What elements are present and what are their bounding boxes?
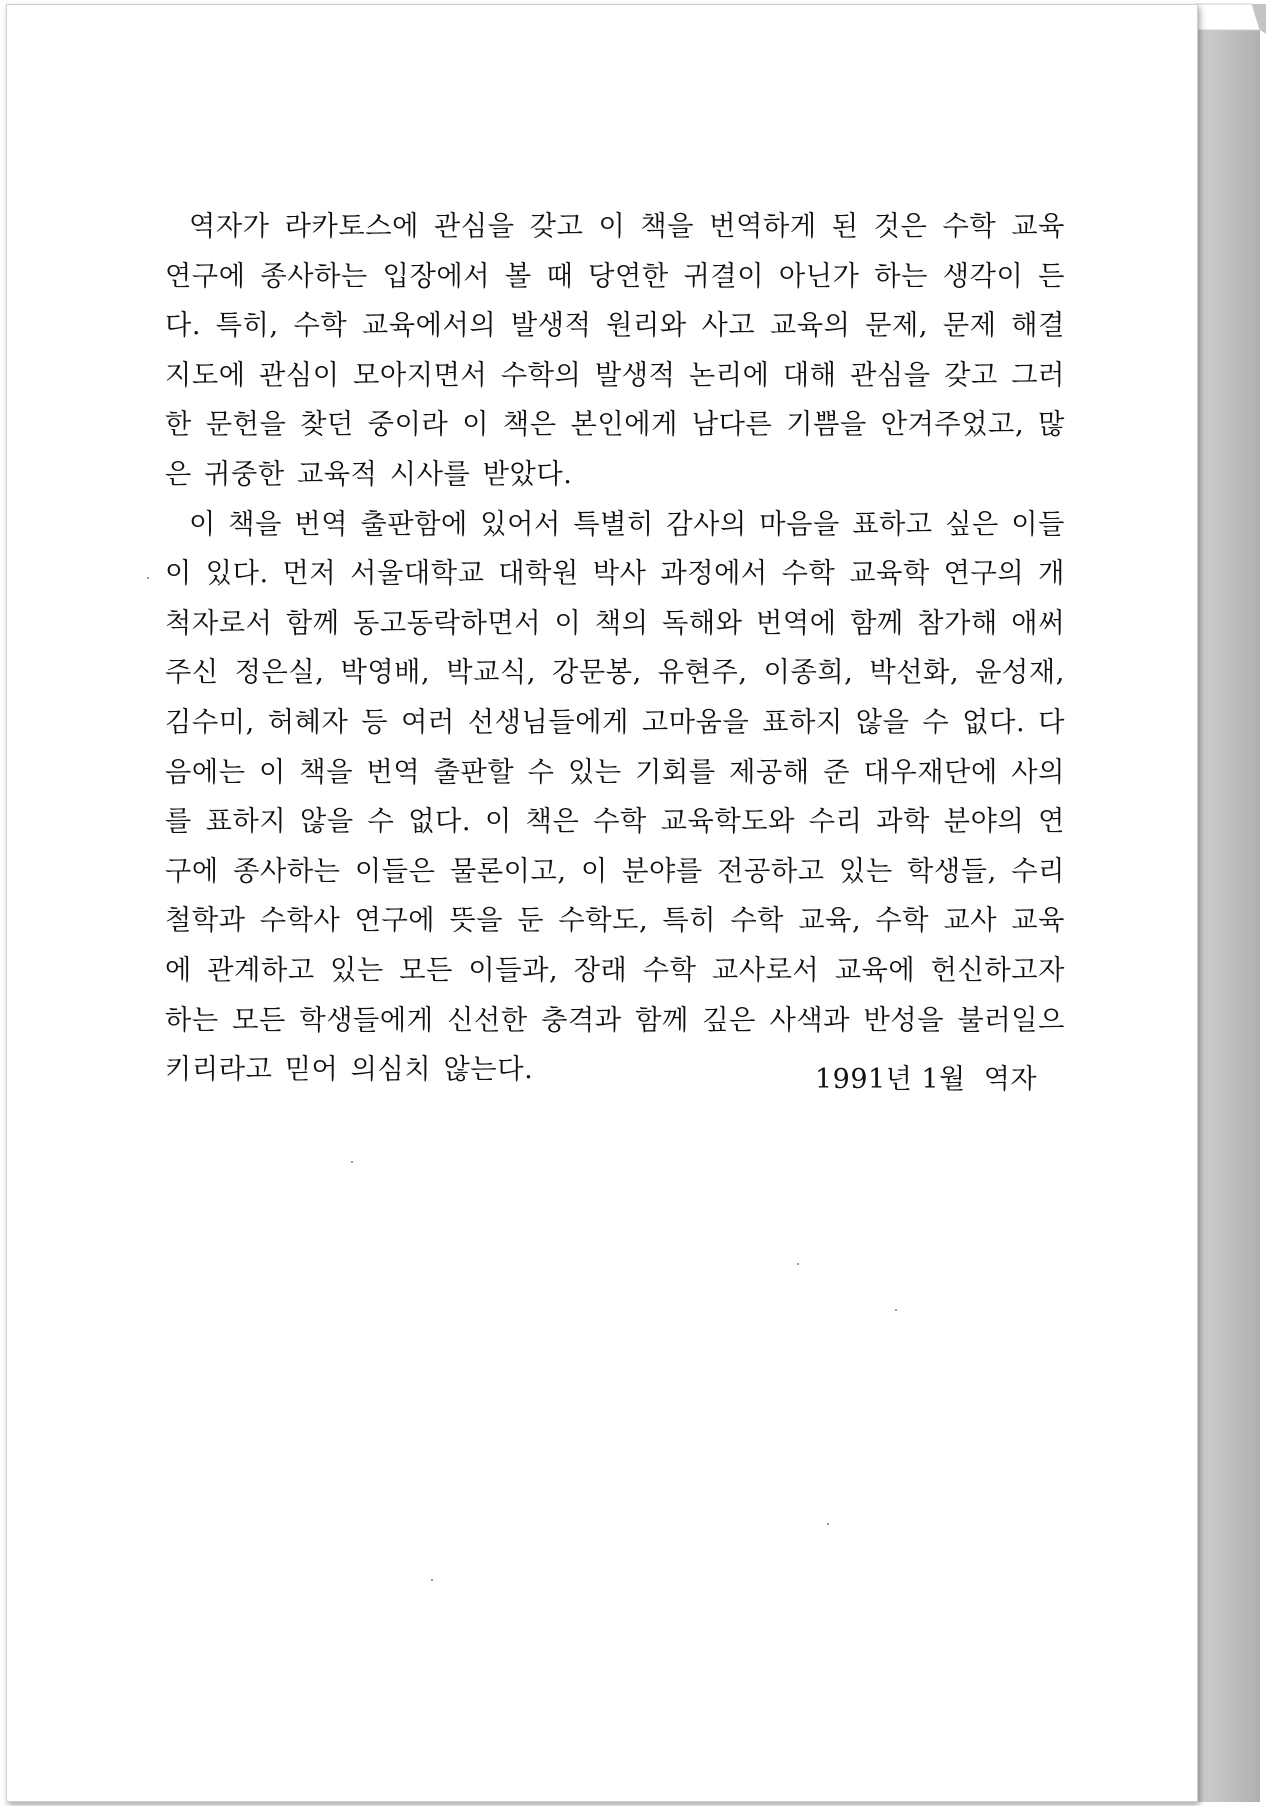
preface-text xyxy=(165,202,1065,1095)
book-top-edge xyxy=(1196,0,1266,34)
scan-speck xyxy=(895,1309,897,1311)
book-page xyxy=(6,4,1198,1802)
paragraph-1: 역자가 라카토스에 관심을 갖고 이 책을 번역하게 된 것은 수학 교육 연구에 종사하는 입장에서 볼 때 당연한 귀결이 아닌가 하는 생각이 든다. 특히, 수학 교육에서의 발생적 원리와 사고 교육의 문제, 문제 해결 지도에 관심이 모아지면서 수학의 발생적 논리에 대해 관심을 갖고 그러한 문헌을 찾던 중이라 이 책은 본인에게 남다른 기쁨을 안겨주었고, 많은 귀중한 교육적 시사를 받았다. xyxy=(165,211,1065,490)
scan-speck xyxy=(351,1161,353,1163)
paragraph-2: 이 책을 번역 출판함에 있어서 특별히 감사의 마음을 표하고 싶은 이들이 있다. 먼저 서울대학교 대학원 박사 과정에서 수학 교육학 연구의 개척자로서 함께 동고동락하면서 이 책의 독해와 번역에 함께 참가해 애써 주신 정은실, 박영배, 박교식, 강문봉, 유현주, 이종희, 박선화, 윤성재, 김수미, 허혜자 등 여러 선생님들에게 고마움을 표하지 않을 수 없다. 다음에는 이 책을 번역 출판할 수 있는 기회를 제공해 준 대우재단에 사의를 표하지 않을 수 없다. 이 책은 수학 교육학도와 수리 과학 분야의 연구에 종사하는 이들은 물론이고, 이 분야를 전공하고 있는 학생들, 수리 철학과 수학사 연구에 뜻을 둔 수학도, 특히 수학 교육, 수학 교사 교육에 관계하고 있는 모든 이들과, 장래 수학 교사로서 교육에 헌신하고자 하는 모든 학생들에게 신선한 충격과 함께 깊은 사색과 반성을 불러일으키리라고 믿어 의심치 않는다. xyxy=(165,508,1065,1086)
book-spine xyxy=(1196,26,1260,1802)
scan-speck xyxy=(797,1263,799,1265)
signature-date-line: 1991년 1월 역자 xyxy=(815,1064,1037,1095)
scan-speck xyxy=(431,1579,433,1581)
scan-speck xyxy=(827,1523,829,1525)
scan-speck xyxy=(147,577,149,579)
